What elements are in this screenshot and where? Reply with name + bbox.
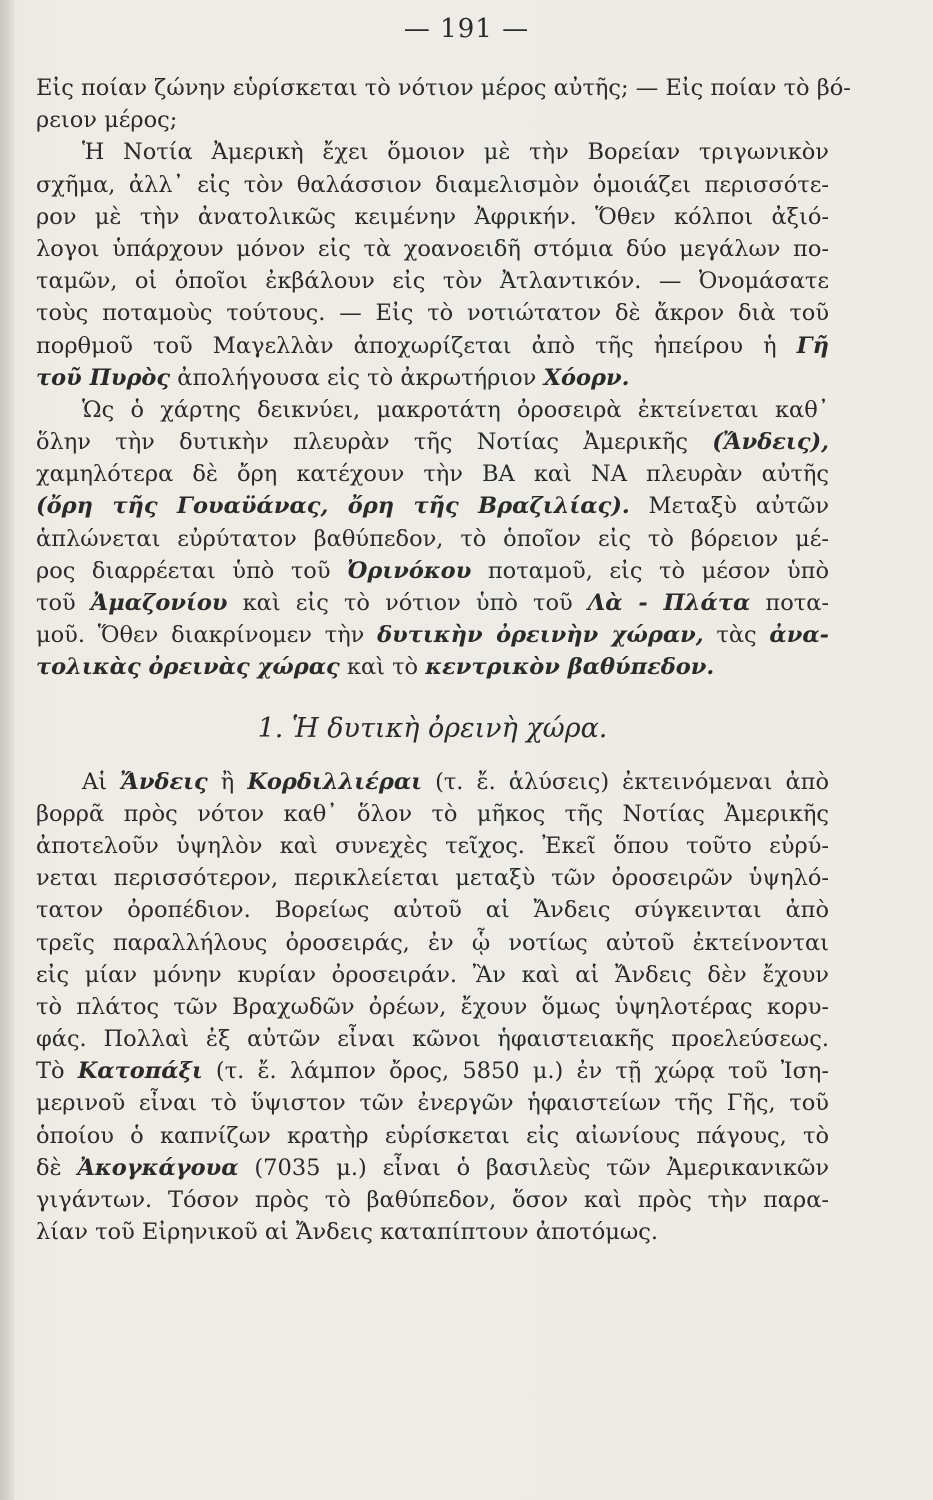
text-run: ποταμοῦ, εἰς τὸ μέσον ὑπὸ bbox=[487, 557, 830, 584]
text-run: τοῦ bbox=[36, 590, 76, 616]
text-line: Εἰς ποίαν ζώνην εὑρίσκεται τὸ νότιον μέρος αὐτῆς; — Εἰς ποίαν τὸ βό- bbox=[36, 75, 851, 101]
emphasis-term: δυτικὴν ὀρεινὴν χώραν, bbox=[377, 622, 704, 649]
text-line bbox=[36, 555, 829, 587]
text-line: ταμῶν, οἱ ὁποῖοι ἐκβάλουν εἰς τὸν Ἀτλαντικόν. — Ὀνομάσατε bbox=[36, 268, 829, 295]
emphasis-term: (ὄρη τῆς Γουαϋάνας, ὄρη τῆς Βραζιλίας). bbox=[36, 493, 630, 520]
text-run: Τὸ bbox=[36, 1058, 65, 1085]
text-line bbox=[36, 426, 829, 458]
text-line: ρειον μέρος; bbox=[36, 107, 178, 134]
text-run: ἀπολήγουσα εἰς τὸ ἀκρωτήριον bbox=[177, 364, 537, 391]
text-line: ρον μὲ τὴν ἀνατολικῶς κειμένην Ἀφρικήν. Ὅθεν κόλποι ἀξιό- bbox=[36, 203, 829, 230]
text-run: (τ. ἔ. λάμπον ὄρος, 5850 μ.) ἐν τῇ χώρᾳ τοῦ Ἰση- bbox=[215, 1058, 830, 1085]
text-line: λογοι ὑπάρχουν μόνον εἰς τὰ χοανοειδῆ στόμια δύο μεγάλων πο- bbox=[36, 235, 829, 262]
text-run: μοῦ. Ὅθεν διακρίνομεν τὴν bbox=[36, 622, 365, 649]
emphasis-term: κεντρικὸν βαθύπεδον. bbox=[425, 654, 715, 681]
emphasis-term: ἀνα- bbox=[769, 622, 830, 649]
text-run: (7035 μ.) εἶναι ὁ βασιλεὺς τῶν Ἀμερικανικῶν bbox=[254, 1154, 830, 1181]
page-number: — 191 — bbox=[403, 14, 530, 44]
page-text bbox=[36, 72, 851, 1248]
text-line: εἰς μίαν μόνην κυρίαν ὀροσειράν. Ἂν καὶ αἱ Ἄνδεις δὲν ἔχουν bbox=[36, 961, 829, 988]
text-line: μερινοῦ εἶναι τὸ ὕψιστον τῶν ἐνεργῶν ἡφαιστείων τῆς Γῆς, τοῦ bbox=[36, 1090, 829, 1117]
text-line: ὁποίου ὁ καπνίζων κρατὴρ εὑρίσκεται εἰς αἰωνίους πάγους, τὸ bbox=[36, 1122, 829, 1149]
text-run: καὶ εἰς τὸ νότιον ὑπὸ τοῦ bbox=[242, 590, 573, 616]
text-line: λίαν τοῦ Εἰρηνικοῦ αἱ Ἄνδεις καταπίπτουν ἀποτόμως. bbox=[36, 1219, 659, 1246]
text-run: πορθμοῦ τοῦ Μαγελλὰν ἀποχωρίζεται ἀπὸ τῆς ἠπείρου ἡ bbox=[36, 332, 777, 359]
text-line bbox=[36, 651, 829, 683]
text-line: τατον ὀροπέδιον. Βορείως αὐτοῦ αἱ Ἄνδεις σύγκεινται ἀπὸ bbox=[36, 897, 829, 924]
text-line: τὸ πλάτος τῶν Βραχωδῶν ὀρέων, ἔχουν ὅμως ὑψηλοτέρας κορυ- bbox=[36, 993, 829, 1020]
text-line bbox=[36, 1152, 829, 1184]
text-line: χαμηλότερα δὲ ὄρη κατέχουν τὴν ΒΑ καὶ ΝΑ πλευρὰν αὐτῆς bbox=[36, 461, 829, 488]
emphasis-term: Ὀρινόκου bbox=[347, 557, 472, 584]
text-line bbox=[36, 766, 829, 798]
text-run: ὅλην τὴν δυτικὴν πλευρὰν τῆς Νοτίας Ἀμερικῆς bbox=[36, 429, 688, 456]
text-line bbox=[36, 619, 829, 651]
emphasis-term: Ἀμαζονίου bbox=[90, 590, 228, 616]
text-line: Ἡ Νοτία Ἀμερικὴ ἔχει ὅμοιον μὲ τὴν Βορείαν τριγωνικὸν bbox=[82, 139, 829, 166]
text-line: γιγάντων. Τόσον πρὸς τὸ βαθύπεδον, ὅσον καὶ πρὸς τὴν παρα- bbox=[36, 1187, 829, 1213]
text-run: (τ. ἔ. ἁλύσεις) ἐκτεινόμεναι ἀπὸ bbox=[435, 768, 829, 795]
emphasis-term: τοῦ Πυρὸς bbox=[36, 364, 171, 391]
text-run: ποτα- bbox=[765, 590, 829, 616]
text-line bbox=[36, 362, 829, 394]
emphasis-term: Χόορν. bbox=[543, 364, 630, 391]
emphasis-term: Κατοπάξι bbox=[77, 1058, 203, 1085]
text-run: δὲ bbox=[36, 1154, 62, 1181]
text-line: σχῆμα, ἀλλ᾽ εἰς τὸν θαλάσσιον διαμελισμὸν ὁμοιάζει περισσότε- bbox=[36, 171, 829, 198]
text-line bbox=[36, 490, 829, 522]
text-line bbox=[36, 330, 829, 362]
text-run: Μεταξὺ αὐτῶν bbox=[648, 493, 830, 520]
text-line: τοὺς ποταμοὺς τούτους. — Εἰς τὸ νοτιώτατον δὲ ἄκρον διὰ τοῦ bbox=[36, 300, 829, 327]
text-line: ἁπλώνεται εὐρύτατον βαθύπεδον, τὸ ὁποῖον εἰς τὸ βόρειον μέ- bbox=[36, 525, 829, 552]
text-line: τρεῖς παραλλήλους ὀροσειράς, ἐν ᾧ νοτίως αὐτοῦ ἐκτείνονται bbox=[36, 929, 829, 956]
text-line bbox=[36, 587, 829, 619]
emphasis-term: τολικὰς ὀρεινὰς χώρας bbox=[36, 654, 340, 681]
text-run: ρος διαρρέεται ὑπὸ τοῦ bbox=[36, 557, 331, 584]
text-line: Ὡς ὁ χάρτης δεικνύει, μακροτάτη ὀροσειρὰ ἐκτείνεται καθ᾽ bbox=[82, 396, 829, 423]
emphasis-term: (Ἄνδεις), bbox=[712, 429, 829, 456]
emphasis-term: Κορδιλλιέραι bbox=[247, 768, 423, 795]
text-line: βορρᾶ πρὸς νότον καθ᾽ ὅλον τὸ μῆκος τῆς Νοτίας Ἀμερικῆς bbox=[36, 800, 829, 827]
emphasis-term: Ἀκογκάγουα bbox=[77, 1154, 239, 1181]
binding-gutter bbox=[0, 0, 14, 1500]
text-run: Αἱ bbox=[82, 768, 108, 795]
text-line: ἀποτελοῦν ὑψηλὸν καὶ συνεχὲς τεῖχος. Ἐκεῖ ὅπου τοῦτο εὐρύ- bbox=[36, 832, 829, 859]
section-heading: 1. Ἡ δυτικὴ ὀρεινὴ χώρα. bbox=[257, 712, 608, 744]
emphasis-term: Ἄνδεις bbox=[120, 768, 208, 795]
emphasis-term: Λὰ - Πλάτα bbox=[587, 590, 751, 616]
text-line: νεται περισσότερον, περικλείεται μεταξὺ τῶν ὀροσειρῶν ὑψηλό- bbox=[36, 865, 829, 892]
text-run: ἢ bbox=[220, 768, 235, 795]
emphasis-term: Γῆ bbox=[796, 332, 830, 359]
text-run: τὰς bbox=[716, 622, 757, 649]
text-line: φάς. Πολλαὶ ἐξ αὐτῶν εἶναι κῶνοι ἡφαιστειακῆς προελεύσεως. bbox=[36, 1026, 829, 1053]
text-run: καὶ τὸ bbox=[346, 654, 419, 681]
text-line bbox=[36, 1055, 829, 1087]
